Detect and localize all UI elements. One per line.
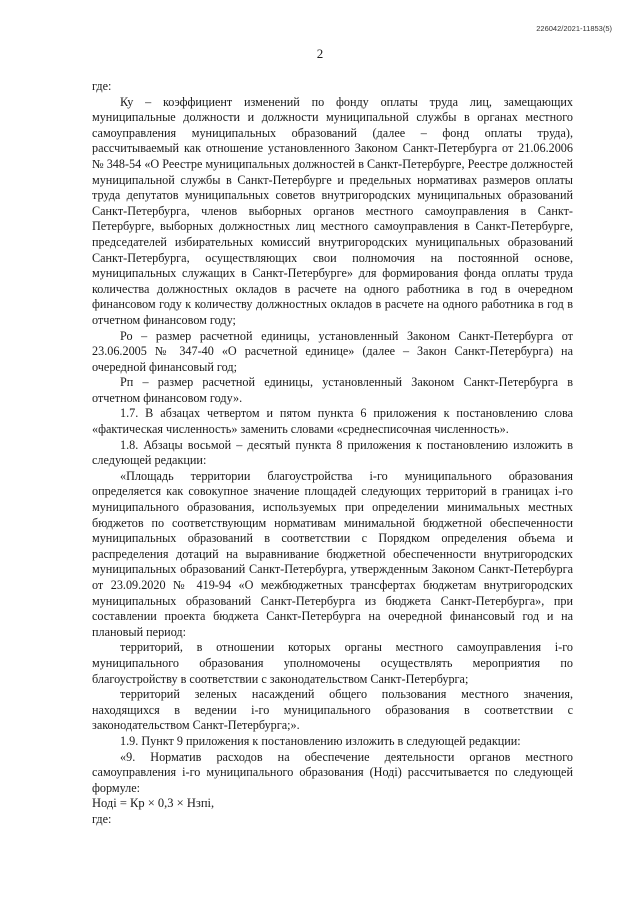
page-number: 2: [316, 46, 324, 61]
paragraph-where: где:: [92, 79, 112, 93]
paragraph-1-7: 1.7. В абзацах четвертом и пятом пункта 6 приложения к постановлению слова «фактическая численность» заменить словами «среднесписочная численность».: [92, 406, 573, 437]
paragraph-9: «9. Норматив расходов на обеспечение деятельности органов местного самоуправления i-го муниципального образования (Нодi) рассчитывается по следующей формуле:: [92, 749, 573, 795]
formula: Нодi = Кр × 0,3 × Нзпi,: [92, 796, 215, 811]
paragraph-ky-definition: Ку – коэффициент изменений по фонду оплаты труда лиц, замещающих муниципальные должности и должности муниципальной службы в органах местного самоуправления муниципальных образований (далее – фонд оплаты труда), рассчитываемый как отношение установленного Законом Санкт-Петербурга от 21.06.2006 № 348-54 «О Реестре муниципальных должностей в Санкт-Петербурге, Реестре должностей муниципальной службы в Санкт-Петербурге и предельных нормативах размеров оплаты труда депутатов муниципальных советов внутригородских муниципальных образований Санкт-Петербурга, членов выборных органов местного самоуправления в Санкт-Петербурге, выборных должностных лиц местного самоуправления в Санкт-Петербурге, председателей избирательных комиссий внутригородских муниципальных образований Санкт-Петербурга, осуществляющих свои полномочия на постоянной основе, муниципальных служащих в Санкт-Петербурге» для формирования фонда оплаты труда количества должностных окладов в расчете на одного работника в год в очередном финансовом году к количеству должностных окладов в расчете на одного работника в год в отчетном финансовом году;: [92, 94, 573, 327]
paragraph-territories-2: территорий зеленых насаждений общего пользования местного значения, находящихся в ведении i-го муниципального образования в соответствии с законодательством Санкт-Петербурга;».: [92, 687, 573, 733]
paragraph-ro-definition: Ро – размер расчетной единицы, установленный Законом Санкт-Петербурга от 23.06.2005 № 347-40 «О расчетной единице» (далее – Закон Санкт-Петербурга) на очередной финансовый год;: [92, 328, 573, 374]
paragraph-rp-definition: Рп – размер расчетной единицы, установленный Законом Санкт-Петербурга в отчетном финансовом году».: [92, 375, 573, 405]
paragraph-territories-1: территорий, в отношении которых органы местного самоуправления i-го муниципального образования уполномочены осуществлять мероприятия по благоустройству в соответствии с законодательством Санкт-Петербурга;: [92, 640, 573, 686]
paragraph-1-9: 1.9. Пункт 9 приложения к постановлению изложить в следующей редакции:: [120, 733, 521, 748]
document-body: [92, 79, 573, 828]
paragraph-1-8: 1.8. Абзацы восьмой – десятый пункта 8 приложения к постановлению изложить в следующей редакции:: [92, 437, 573, 468]
document-id: 226042/2021-11853(5): [536, 24, 612, 33]
paragraph-where-2: где:: [92, 811, 112, 826]
paragraph-territory-area: «Площадь территории благоустройства i-го муниципального образования определяется как совокупное значение площадей следующих территорий в границах i-го муниципального образования, используемых при определении минимальных местных бюджетов по соответствующим нормативам минимальной бюджетной обеспеченности муниципальных образований в соответствии с Порядком определения объема и распределения дотаций на выравнивание бюджетной обеспеченности внутригородских муниципальных образований Санкт-Петербурга, утвержденным Законом Санкт-Петербурга от 23.09.2020 № 419-94 «О межбюджетных трансфертах бюджетам внутригородских муниципальных образований Санкт-Петербурга из бюджета Санкт-Петербурга», при составлении проекта бюджета Санкт-Петербурга на очередной финансовый год и на плановый период:: [92, 468, 573, 639]
